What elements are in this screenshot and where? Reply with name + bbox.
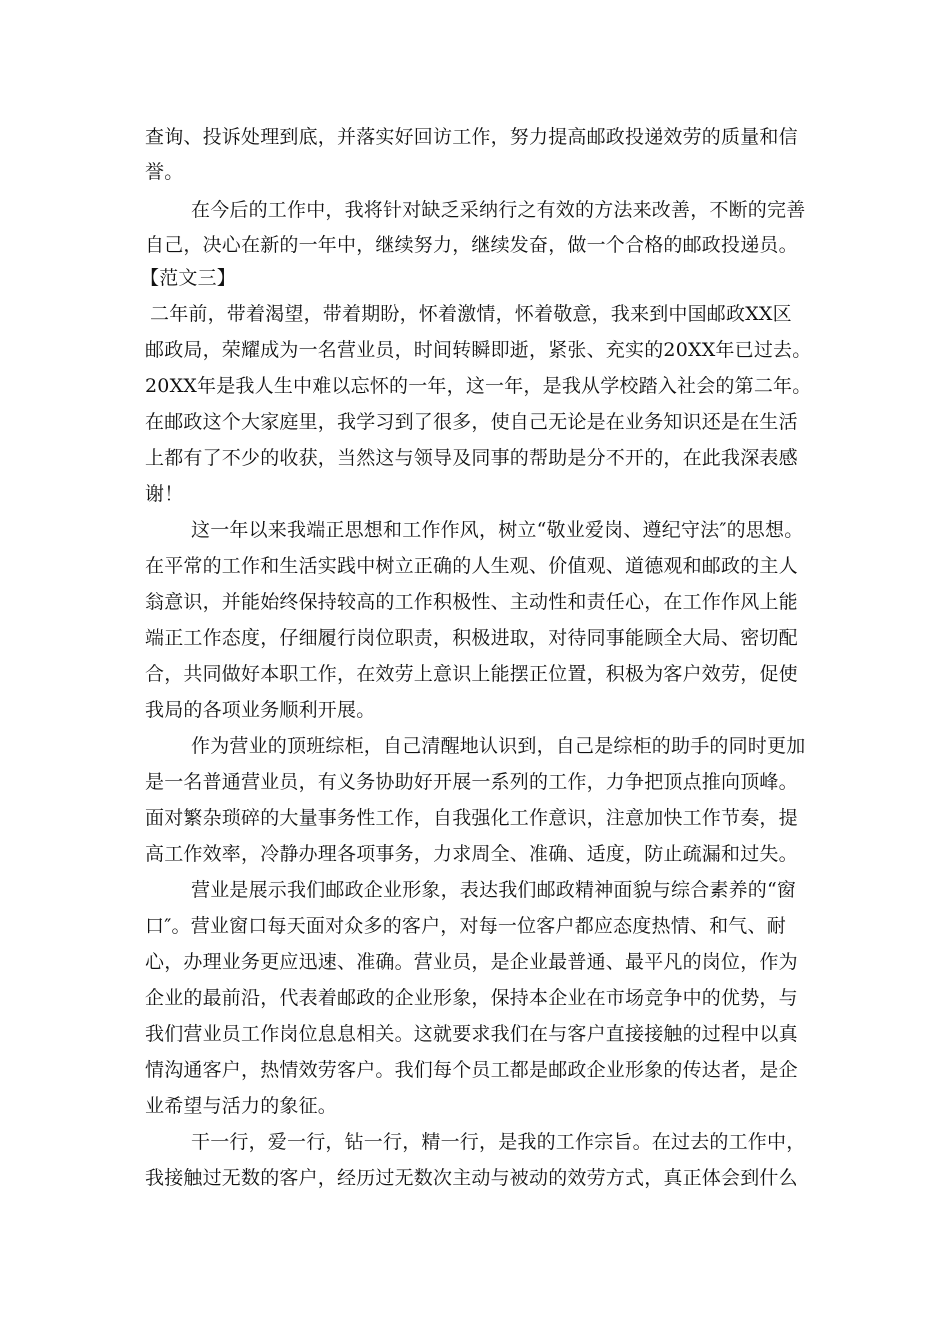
text-line: 情沟通客户，热情效劳客户。我们每个员工都是邮政企业形象的传达者，是企: [145, 1059, 798, 1081]
text-line: 上都有了不少的收获，当然这与领导及同事的帮助是分不开的，在此我深表感: [145, 447, 798, 469]
text-line: 端正工作态度，仔细履行岗位职责，积极进取，对待同事能顾全大局、密切配: [145, 627, 798, 649]
text-line: 我局的各项业务顺利开展。: [145, 699, 376, 721]
text-line: 心，办理业务更应迅速、准确。营业员，是企业最普通、最平凡的岗位，作为: [145, 951, 798, 973]
text-line: 合，共同做好本职工作，在效劳上意识上能摆正位置，积极为客户效劳，促使: [145, 663, 798, 685]
text-line: 是一名普通营业员，有义务协助好开展一系列的工作，力争把顶点推向顶峰。: [145, 771, 798, 793]
text-line: 查询、投诉处理到底，并落实好回访工作，努力提高邮政投递效劳的质量和信: [145, 126, 798, 148]
text-line: 誉。: [145, 161, 184, 183]
text-line: 业希望与活力的象征。: [145, 1095, 338, 1117]
text-line: 我们营业员工作岗位息息相关。这就要求我们在与客户直接接触的过程中以真: [145, 1023, 798, 1045]
paragraph-first-line: 营业是展示我们邮政企业形象，表达我们邮政精神面貌与综合素养的“窗: [191, 879, 797, 901]
text-line: 在平常的工作和生活实践中树立正确的人生观、价值观、道德观和邮政的主人: [145, 555, 798, 577]
text-line: 面对繁杂琐碎的大量事务性工作，自我强化工作意识，注意加快工作节奏，提: [145, 807, 798, 829]
text-line: 邮政局，荣耀成为一名营业员，时间转瞬即逝，紧张、充实的20XX年已过去。: [145, 339, 812, 361]
paragraph-first-line: 二年前，带着渴望，带着期盼，怀着激情，怀着敬意，我来到中国邮政XX区: [150, 303, 792, 325]
paragraph-first-line: 作为营业的顶班综柜，自己清醒地认识到，自己是综柜的助手的同时更加: [191, 735, 806, 757]
text-line: 翁意识，并能始终保持较高的工作积极性、主动性和责任心，在工作作风上能: [145, 591, 798, 613]
text-line: 自己，决心在新的一年中，继续努力，继续发奋，做一个合格的邮政投递员。: [145, 234, 798, 256]
section-heading: 【范文三】: [140, 267, 237, 289]
paragraph-first-line: 干一行，爱一行，钻一行，精一行，是我的工作宗旨。在过去的工作中，: [191, 1131, 806, 1153]
text-line: 在邮政这个大家庭里，我学习到了很多，使自己无论是在业务知识还是在生活: [145, 411, 798, 433]
paragraph-first-line: 在今后的工作中，我将针对缺乏采纳行之有效的方法来改善，不断的完善: [191, 199, 806, 221]
paragraph-first-line: 这一年以来我端正思想和工作作风，树立“敬业爱岗、遵纪守法″的思想。: [191, 519, 804, 541]
text-line: 企业的最前沿，代表着邮政的企业形象，保持本企业在市场竞争中的优势，与: [145, 987, 798, 1009]
text-line: 20XX年是我人生中难以忘怀的一年，这一年，是我从学校踏入社会的第二年。: [145, 375, 812, 397]
text-line: 我接触过无数的客户，经历过无数次主动与被动的效劳方式，真正体会到什么: [145, 1167, 798, 1189]
text-line: 口″。营业窗口每天面对众多的客户，对每一位客户都应态度热情、和气、耐: [145, 915, 786, 937]
text-line: 谢！: [145, 483, 184, 505]
text-line: 高工作效率，冷静办理各项事务，力求周全、准确、适度，防止疏漏和过失。: [145, 843, 798, 865]
